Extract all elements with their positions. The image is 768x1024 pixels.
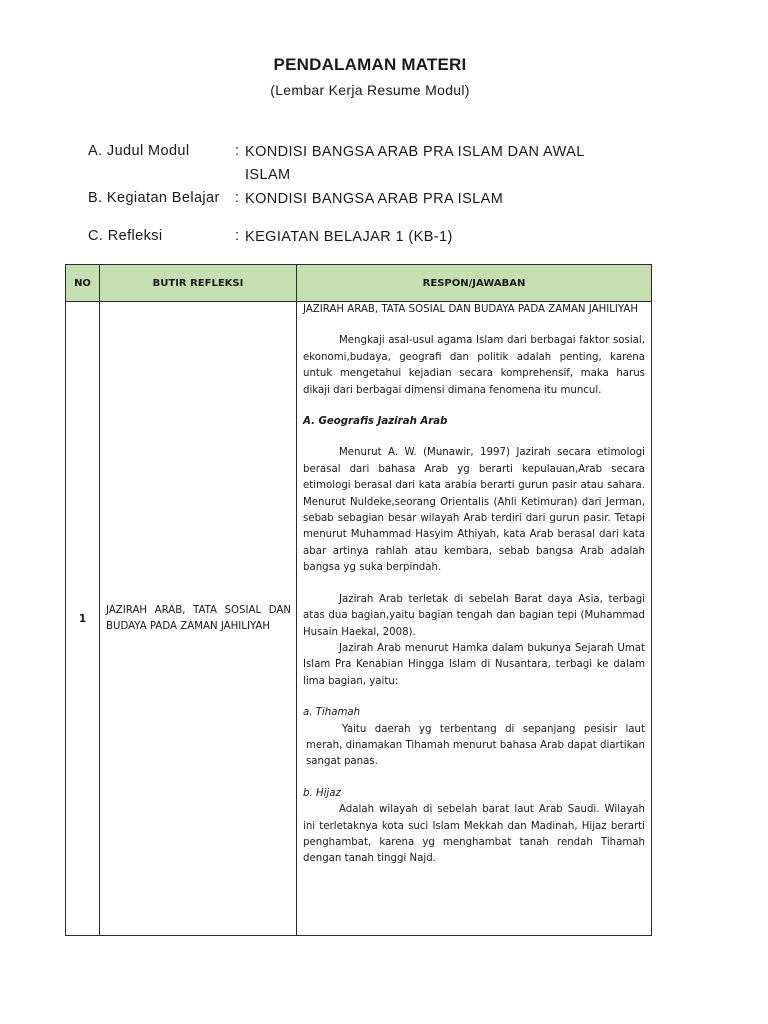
table-row bbox=[66, 302, 652, 936]
reflection-table bbox=[65, 264, 652, 936]
meta-colon: : bbox=[235, 190, 240, 206]
meta-colon: : bbox=[235, 143, 240, 159]
meta-label: A. Judul Modul bbox=[88, 143, 190, 159]
respon-cell bbox=[297, 302, 652, 936]
page-subtitle: (Lembar Kerja Resume Modul) bbox=[270, 82, 470, 98]
table-header-row bbox=[66, 265, 652, 302]
butir-refleksi-cell: JAZIRAH ARAB, TATA SOSIAL DAN BUDAYA PADA ZAMAN JAHILIYAH bbox=[100, 302, 297, 936]
respon-title: JAZIRAH ARAB, TATA SOSIAL DAN BUDAYA PADA ZAMAN JAHILIYAH bbox=[303, 304, 638, 315]
subsection-heading: b. Hijaz bbox=[303, 787, 341, 799]
meta-value: KEGIATAN BELAJAR 1 (KB-1) bbox=[245, 229, 453, 245]
respon-paragraph: Menurut A. W. (Munawir, 1997) Jazirah secara etimologi berasal dari bahasa Arab yg berarti kepulauan,Arab secara etimologi berasal dari kata arabia berarti gurun pasir atau sahara. Menurut Nuldeke,seorang Orientalis (Ahli Ketimuran) dari Jerman, sebab sebagian besar wilayah Arab terdiri dari gurun pasir. Tetapi menurut Muhammad Hasyim Athiyah, kata Arab berasal dari kata abar artinya rahlah atau kembara, sebab bangsa Arab adalah bangsa yg suka berpindah. bbox=[303, 447, 645, 574]
meta-value-line1: KONDISI BANGSA ARAB PRA ISLAM DAN AWAL bbox=[245, 144, 585, 160]
meta-value: KONDISI BANGSA ARAB PRA ISLAM bbox=[245, 191, 504, 207]
meta-value-line2: ISLAM bbox=[245, 167, 291, 183]
meta-colon: : bbox=[235, 228, 240, 244]
header-butir-refleksi: BUTIR REFLEKSI bbox=[100, 265, 297, 302]
header-respon-jawaban: RESPON/JAWABAN bbox=[297, 265, 652, 302]
respon-paragraph: Adalah wilayah di sebelah barat laut Arab Saudi. Wilayah ini terletaknya kota suci Islam Mekkah dan Madinah, Hijaz berarti penghambat, karena yg menghambat tanah rendah Tihamah dengan tanah tinggi Najd. bbox=[303, 804, 645, 865]
respon-paragraph: Mengkaji asal-usul agama Islam dari berbagai faktor sosial, ekonomi,budaya, geografi dan politik adalah penting, karena untuk mengetahui kejadian secara komprehensif, maka harus dikaji dari berbagai dimensi dimana fenomena itu muncul. bbox=[303, 335, 645, 396]
section-heading: A. Geografis Jazirah Arab bbox=[303, 416, 448, 428]
header-no: NO bbox=[66, 265, 100, 302]
subsection-heading: a. Tihamah bbox=[303, 707, 361, 719]
respon-paragraph: Jazirah Arab menurut Hamka dalam bukunya Sejarah Umat Islam Pra Kenabian Hingga Islam di Nusantara, terbagi ke dalam lima bagian, yaitu: bbox=[303, 642, 645, 687]
respon-paragraph: Yaitu daerah yg terbentang di sepanjang pesisir laut merah, dinamakan Tihamah menurut bahasa Arab dapat diartikan sangat panas. bbox=[306, 723, 645, 768]
meta-label: B. Kegiatan Belajar bbox=[88, 190, 220, 206]
respon-paragraph: Jazirah Arab terletak di sebelah Barat daya Asia, terbagi atas dua bagian,yaitu bagian tengah dan bagian tepi (Muhammad Husain Haekal, 2008). bbox=[303, 593, 645, 638]
row-number: 1 bbox=[66, 302, 100, 936]
meta-label: C. Refleksi bbox=[88, 228, 163, 244]
page-title: PENDALAMAN MATERI bbox=[273, 55, 467, 74]
